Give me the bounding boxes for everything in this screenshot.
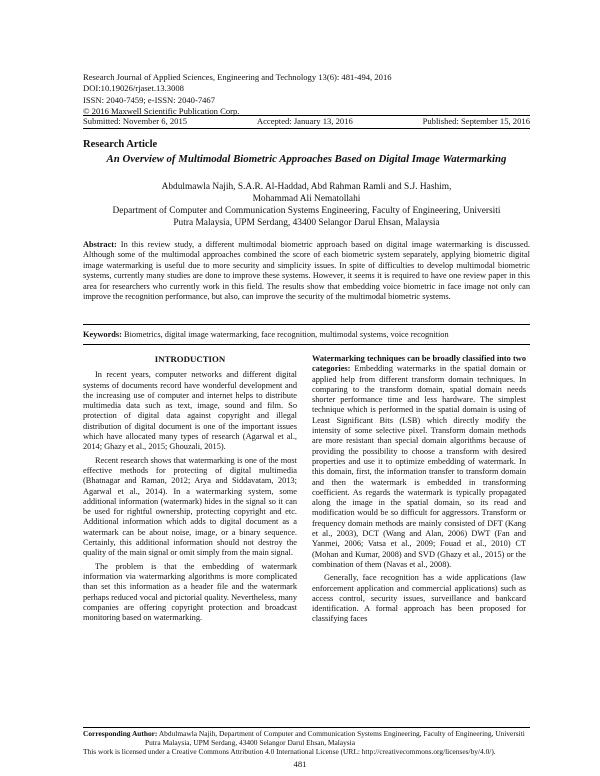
authors-line-1: Abdulmawla Najih, S.A.R. Al-Haddad, Abd Rahman Ramli and S.J. Hashim,	[161, 182, 452, 192]
dates-row	[83, 116, 530, 126]
journal-copyright: © 2016 Maxwell Scientific Publication Corp.	[83, 105, 240, 116]
authors-line-2: Mohammad Ali Nematollahi	[252, 194, 361, 204]
journal-issn: ISSN: 2040-7459; e-ISSN: 2040-7467	[83, 94, 216, 105]
introduction-heading: INTRODUCTION	[154, 354, 226, 364]
right-paragraph-1	[312, 354, 526, 570]
keywords-rule	[83, 324, 530, 325]
header-rule-bottom	[83, 128, 530, 129]
body-rule	[83, 344, 530, 345]
page-number: 481	[293, 759, 307, 769]
journal-header	[83, 72, 392, 117]
license-note: This work is licensed under a Creative Commons Attribution 4.0 International License (URL: http://creativecommons.org/licenses/by/4.0/).	[83, 747, 496, 757]
footer-rule	[83, 727, 530, 728]
affiliation-line-1: Department of Computer and Communication Systems Engineering, Faculty of Engineering, Universiti	[112, 206, 501, 216]
abstract	[83, 240, 530, 302]
keywords-text: Biometrics, digital image watermarking, face recognition, multimodal systems, voice recognition	[121, 330, 449, 339]
abstract-text: In this review study, a different multimodal biometric approach based on digital image watermarking is discussed. Although some of the multimodal approaches combined the score of each biometric system separately, applying biometric digital image watermarking is useful due to more security and simplicity issues. In spite of difficulties to develop multimodal biometric systems, currently many studies are done to improve these systems. However, it seems it is required to have one review paper in this area for researchers who currently work in this field. The results show that embedding voice biometric in face image not only can improve the recognition performance, but also, can improve the security of the multimodal biometric systems.	[83, 240, 530, 302]
right-paragraph-2: Generally, face recognition has a wide applications (law enforcement application and commercial applications) such as access control, security issues, surveillance and bankcard identification. A formal approach has been proposed for classifying faces	[312, 573, 526, 624]
intro-paragraph-2: Recent research shows that watermarking is one of the most effective methods for protecting of digital multimedia (Bhatnagar and Raman, 2012; Arya and Siddavatam, 2013; Agarwal et al., 2014). In a watermarking system, some additional information (watermark) hides in the signal so it can be used for rightful ownership, protecting copyright and etc. Additional information which adds to digital document as a watermark can be about noise, image, or a binary sequence. Certainly, this additional information should not destroy the quality of the main signal or omit simply from the main signal.	[83, 455, 297, 558]
intro-paragraph-3: The problem is that the embedding of watermark information via watermarking algorithms is more complicated than set this information as a header file and the watermark perhaps reduced vocal and pictorial quality. Nevertheless, many companies are offering copyright protection and broadcast monitoring based on watermarking.	[83, 561, 297, 623]
watermarking-lead: Watermarking techniques can be broadly classified into two categories:	[312, 354, 526, 374]
intro-paragraph-1: In recent years, computer networks and different digital systems of documents record have wonderful development and the increasing use of computer and internet helps to distribute multimedia data such as text, image, sound and film. So protection of digital data against copyright and illegal distribution of digital document is one of the important issues which have allocated many types of research (Agarwal et al., 2014; Ghazy et al., 2015; Ghouzali, 2015).	[83, 370, 297, 452]
footer	[83, 729, 530, 757]
paper-title: An Overview of Multimodal Biometric Approaches Based on Digital Image Watermarking	[106, 153, 507, 165]
published-date: Published: September 15, 2016	[422, 116, 530, 126]
journal-citation: Research Journal of Applied Sciences, Engineering and Technology 13(6): 481-494, 2016	[83, 72, 392, 82]
left-column	[83, 354, 297, 626]
corresponding-author-text: Abdulmawla Najih, Department of Computer and Communication Systems Engineering, Faculty of Engineering, Universiti Putra Malaysia, UPM Serdang, 43400 Selangor Darul Ehsan, Malaysia	[145, 729, 525, 748]
submitted-date: Submitted: November 6, 2015	[83, 116, 188, 126]
journal-doi: DOI:10.19026/rjaset.13.3008	[83, 83, 184, 94]
abstract-label: Abstract:	[83, 240, 117, 249]
accepted-date: Accepted: January 13, 2016	[256, 116, 353, 126]
keywords	[83, 330, 530, 339]
authors	[83, 181, 530, 205]
affiliation	[83, 205, 530, 229]
right-paragraph-1-text: Embedding watermarks in the spatial domain or applied help from different transform domain techniques. In comparing to the transform domain, spatial domain needs shorter performance time and less hardware. The simplest technique which is performed in the spatial domain is using of Least Significant Bits (LSB) which directly modify the intensity of some selective pixel. Transform domain methods are more resistant than special domain algorithms because of providing the possibility to choose a transform with desired properties and use it to optimize embedding of watermark. In this domain, first, the information transfer to transform domain and then the watermark is embedded in transforming coefficient. As regards the watermark is typically propagated along the image in the spatial domain, so its read and modification would be so difficult for aggressors. Transform or frequency domain methods are mainly consisted of DFT (Kang et al., 2003), DCT (Wang and Alan, 2006) DWT (Fan and Yanmei, 2006; Vatsa et al., 2009; Fouad et al., 2010) CT (Mohan and Kumar, 2008) and SVD (Ghazy et al., 2015) or the combination of them (Navas et al., 2008).	[312, 364, 526, 569]
corresponding-author-label: Corresponding Author:	[83, 729, 158, 738]
corresponding-author	[83, 729, 530, 747]
article-type: Research Article	[83, 139, 158, 150]
right-column	[312, 354, 526, 628]
affiliation-line-2: Putra Malaysia, UPM Serdang, 43400 Selangor Darul Ehsan, Malaysia	[173, 218, 440, 228]
keywords-label: Keywords:	[83, 330, 122, 339]
